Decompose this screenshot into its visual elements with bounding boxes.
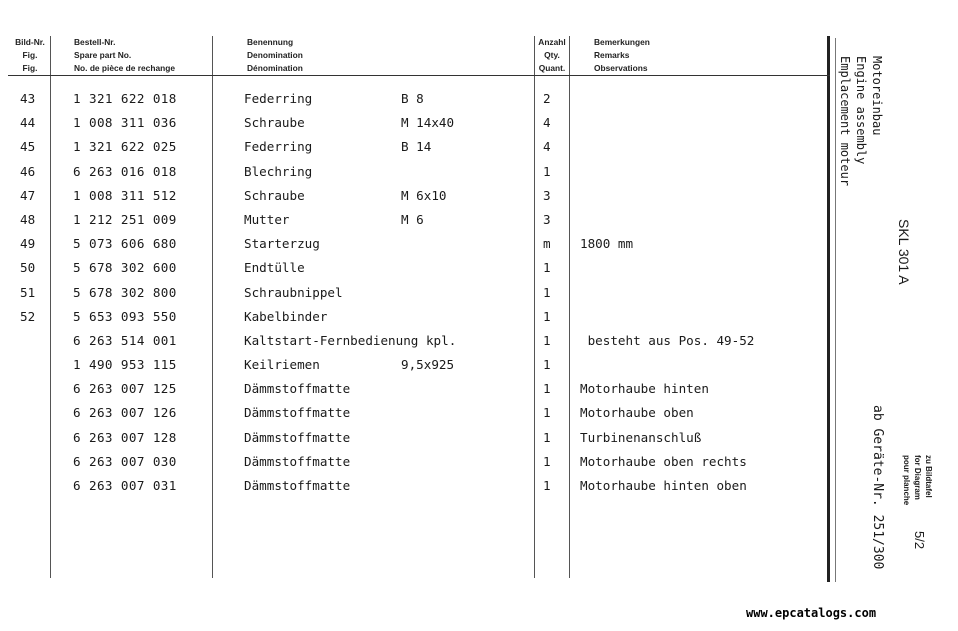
row-denomination: Dämmstoffmatte [244, 478, 351, 493]
plate-ref-fr: pour planche [902, 455, 911, 506]
row-quantity: 2 [543, 91, 551, 106]
row-denomination: Dämmstoffmatte [244, 381, 351, 397]
row-part-number: 1 008 311 512 [73, 187, 177, 203]
assembly-title-de: Motoreinbau [870, 56, 884, 136]
row-denomination: Dämmstoffmatte [244, 405, 351, 421]
header-qty-de: Anzahl [538, 37, 566, 47]
row-quantity: 1 [543, 163, 551, 179]
row-remark: Turbinenanschluß [580, 429, 702, 445]
row-part-number: 5 678 302 600 [73, 260, 177, 276]
row-denomination: Schraube [244, 187, 305, 203]
table-row [0, 208, 830, 232]
header-qty-fr: Quant. [538, 63, 566, 73]
row-quantity: 1 [543, 284, 551, 300]
header-qty-en: Qty. [544, 50, 560, 60]
side-panel-inner-border [835, 38, 836, 582]
row-position: 48 [20, 211, 36, 227]
row-denomination: Starterzug [244, 236, 320, 252]
row-quantity: 1 [543, 429, 551, 445]
row-remark: 1800 mm [580, 236, 634, 252]
row-size: M 14x40 [401, 115, 455, 131]
row-quantity: 1 [543, 405, 551, 421]
table-row [0, 87, 830, 111]
row-denomination: Kaltstart-Fernbedienung kpl. [244, 332, 457, 348]
row-quantity: 4 [543, 139, 551, 155]
table-row [0, 111, 830, 135]
header-name-de: Benennung [247, 37, 294, 47]
row-size: B 8 [401, 91, 424, 106]
row-quantity: 3 [543, 211, 551, 227]
row-remark: Motorhaube oben rechts [580, 453, 747, 469]
header-part-de: Bestell-Nr. [74, 37, 116, 47]
table-row [0, 450, 830, 474]
row-denomination: Federring [244, 139, 313, 155]
table-row [0, 401, 830, 425]
table-row [0, 377, 830, 401]
row-part-number: 6 263 016 018 [73, 163, 177, 179]
row-remark: Motorhaube hinten oben [580, 478, 747, 493]
row-position: 46 [20, 163, 36, 179]
row-position: 45 [20, 139, 36, 155]
row-size: M 6 [401, 211, 424, 227]
header-part-en: Spare part No. [74, 50, 132, 60]
table-row [0, 353, 830, 377]
table-row [0, 232, 830, 256]
row-part-number: 6 263 007 125 [73, 381, 177, 397]
row-denomination: Schraube [244, 115, 305, 131]
row-position: 49 [20, 236, 36, 252]
row-remark: Motorhaube hinten [580, 381, 709, 397]
table-row [0, 281, 830, 305]
row-denomination: Mutter [244, 211, 290, 227]
row-position: 43 [20, 91, 36, 106]
row-position: 47 [20, 187, 36, 203]
header-fig-fr: Fig. [22, 63, 38, 73]
website-watermark: www.epcatalogs.com [746, 606, 877, 620]
row-part-number: 6 263 007 128 [73, 429, 177, 445]
row-denomination: Kabelbinder [244, 308, 328, 324]
row-remark: Motorhaube oben [580, 405, 694, 421]
table-row [0, 184, 830, 208]
plate-ref-en: for Diagram [913, 455, 922, 500]
row-part-number: 6 263 007 126 [73, 405, 177, 421]
plate-ref-de: zu Bildtafel [924, 455, 933, 498]
plate-number: 5/2 [912, 531, 927, 550]
header-fig [10, 36, 50, 75]
row-part-number: 6 263 007 030 [73, 453, 177, 469]
row-part-number: 6 263 514 001 [73, 332, 177, 348]
header-remarks [594, 36, 650, 75]
row-denomination: Federring [244, 91, 313, 106]
row-quantity: 1 [543, 478, 551, 493]
row-part-number: 1 008 311 036 [73, 115, 177, 131]
row-denomination: Dämmstoffmatte [244, 453, 351, 469]
header-fig-de: Bild-Nr. [15, 37, 45, 47]
row-denomination: Blechring [244, 163, 313, 179]
row-part-number: 1 321 622 018 [73, 91, 177, 106]
header-fig-en: Fig. [22, 50, 38, 60]
row-size: M 6x10 [401, 187, 447, 203]
row-quantity: 1 [543, 357, 551, 373]
row-part-number: 1 321 622 025 [73, 139, 177, 155]
row-quantity: 1 [543, 308, 551, 324]
row-quantity: 1 [543, 381, 551, 397]
row-denomination: Endtülle [244, 260, 305, 276]
header-part-fr: No. de pièce de rechange [74, 63, 175, 73]
header-remarks-en: Remarks [594, 50, 630, 60]
row-part-number: 5 678 302 800 [73, 284, 177, 300]
row-quantity: m [543, 236, 551, 252]
header-rule [8, 75, 830, 76]
row-denomination: Dämmstoffmatte [244, 429, 351, 445]
row-remark: besteht aus Pos. 49-52 [580, 332, 755, 348]
table-row [0, 135, 830, 159]
header-part [74, 36, 175, 75]
header-remarks-de: Bemerkungen [594, 37, 650, 47]
header-name [247, 36, 303, 75]
row-denomination: Schraubnippel [244, 284, 343, 300]
assembly-title-fr: Emplacement moteur [838, 56, 852, 187]
parts-table [0, 87, 830, 498]
header-qty [535, 36, 569, 75]
row-position: 50 [20, 260, 36, 276]
header-remarks-fr: Observations [594, 63, 648, 73]
row-quantity: 1 [543, 453, 551, 469]
table-row [0, 305, 830, 329]
row-denomination: Keilriemen [244, 357, 320, 373]
row-quantity: 4 [543, 115, 551, 131]
table-row [0, 160, 830, 184]
row-position: 44 [20, 115, 36, 131]
row-part-number: 5 653 093 550 [73, 308, 177, 324]
row-part-number: 1 490 953 115 [73, 357, 177, 373]
row-position: 51 [20, 284, 36, 300]
serial-range: ab Geräte-Nr. 251/300 [870, 405, 885, 570]
row-quantity: 3 [543, 187, 551, 203]
assembly-title-en: Engine assembly [854, 56, 868, 165]
row-part-number: 1 212 251 009 [73, 211, 177, 227]
table-row [0, 329, 830, 353]
row-position: 52 [20, 308, 36, 324]
row-part-number: 5 073 606 680 [73, 236, 177, 252]
row-quantity: 1 [543, 260, 551, 276]
row-size: B 14 [401, 139, 432, 155]
header-name-en: Denomination [247, 50, 303, 60]
table-row [0, 426, 830, 450]
table-row [0, 256, 830, 280]
model-designation: SKL 301 A [896, 219, 912, 285]
row-size: 9,5x925 [401, 357, 455, 373]
table-row [0, 474, 830, 498]
row-quantity: 1 [543, 332, 551, 348]
header-name-fr: Dénomination [247, 63, 303, 73]
row-part-number: 6 263 007 031 [73, 478, 177, 493]
